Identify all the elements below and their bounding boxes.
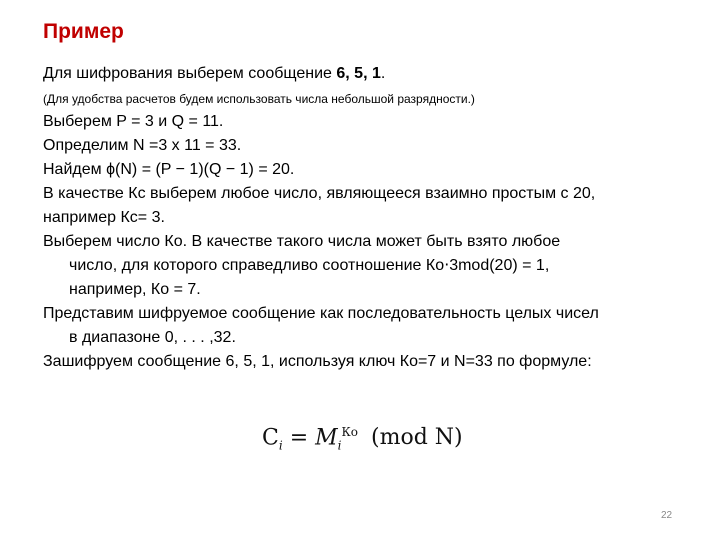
slide-content	[43, 62, 693, 374]
encryption-formula	[262, 425, 463, 453]
line-message	[43, 62, 693, 86]
slide-title: Пример	[43, 20, 124, 43]
line-choose-kc-a: В качестве Кс выберем любое число, являющееся взаимно простым с 20,	[43, 185, 596, 202]
line-message-prefix: Для шифрования выберем сообщение	[43, 65, 337, 82]
formula-base-index: i	[337, 438, 342, 453]
formula-equals: =	[289, 425, 309, 451]
line-message-value: 6, 5, 1	[336, 65, 381, 82]
line-choose-ko-b: число, для которого справедливо соотношение Ко⋅3mod(20) = 1,	[69, 257, 550, 274]
formula-mod: (mod N)	[371, 425, 463, 451]
line-note: (Для удобства расчетов будем использовать числа небольшой разрядности.)	[43, 92, 475, 106]
line-choose-pq: Выберем P = 3 и Q = 11.	[43, 113, 224, 130]
page-number: 22	[661, 510, 673, 521]
line-define-n: Определим N =3 x 11 = 33.	[43, 137, 242, 154]
formula-base: M	[315, 425, 338, 451]
line-represent-b: в диапазоне 0, . . . ,32.	[69, 329, 236, 346]
line-choose-ko-a: Выберем число Ко. В качестве такого числа может быть взято любое	[43, 233, 561, 250]
line-choose-ko-c: например, Ко = 7.	[69, 281, 201, 298]
line-choose-kc-b: например Кс= 3.	[43, 209, 165, 226]
formula-exponent: Ко	[341, 425, 359, 439]
formula-lhs: C	[262, 425, 279, 451]
line-encrypt: Зашифруем сообщение 6, 5, 1, используя ключ Ко=7 и N=33 по формуле:	[43, 353, 592, 370]
line-message-suffix: .	[380, 65, 386, 82]
line-represent-a: Представим шифруемое сообщение как последовательность целых чисел	[43, 305, 599, 322]
formula-lhs-index: i	[278, 438, 283, 453]
line-find-phi: Найдем ϕ(N) = (P − 1)(Q − 1) = 20.	[43, 161, 295, 178]
